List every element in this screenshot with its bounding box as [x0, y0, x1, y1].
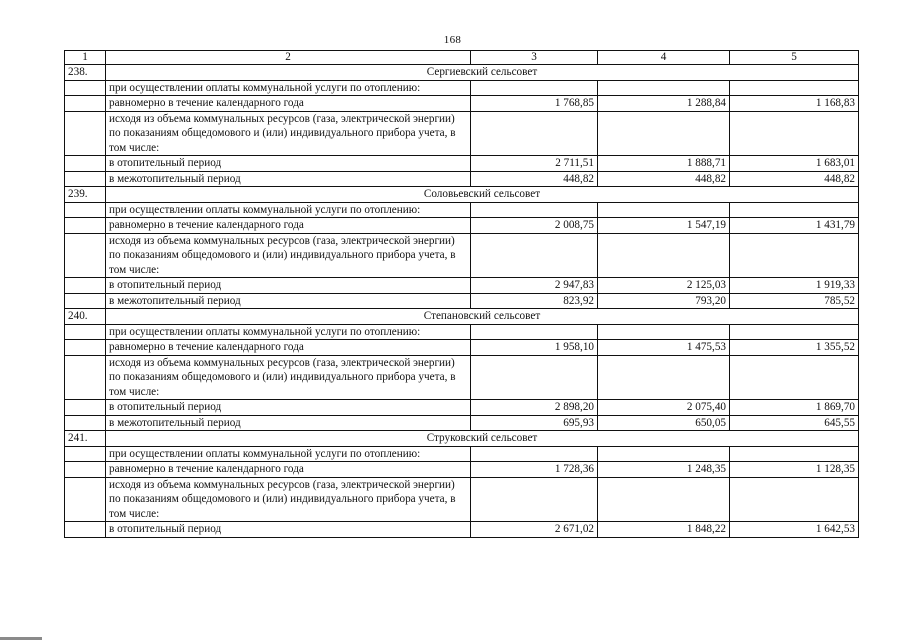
- row-description: в межотопительный период: [106, 171, 471, 187]
- column-header: 5: [730, 51, 859, 65]
- value-cell-c4: [598, 202, 730, 218]
- table-row: [65, 233, 859, 278]
- value-cell-c3: [471, 355, 598, 400]
- value-cell-c5: [730, 233, 859, 278]
- row-description: в межотопительный период: [106, 293, 471, 309]
- column-header: 4: [598, 51, 730, 65]
- value-cell-c5: [730, 111, 859, 156]
- value-cell-c5: [730, 202, 859, 218]
- row-description: равномерно в течение календарного года: [106, 96, 471, 112]
- empty-number-cell: [65, 340, 106, 356]
- value-cell-c4: 2 075,40: [598, 400, 730, 416]
- value-cell-c4: 448,82: [598, 171, 730, 187]
- value-cell-c4: 1 547,19: [598, 218, 730, 234]
- value-cell-c3: [471, 477, 598, 522]
- table-row: [65, 415, 859, 431]
- table-row: [65, 462, 859, 478]
- empty-number-cell: [65, 156, 106, 172]
- value-cell-c3: 2 898,20: [471, 400, 598, 416]
- value-cell-c5: 1 683,01: [730, 156, 859, 172]
- table-row: [65, 80, 859, 96]
- value-cell-c5: [730, 355, 859, 400]
- value-cell-c4: 1 475,53: [598, 340, 730, 356]
- column-header: 3: [471, 51, 598, 65]
- value-cell-c3: 1 958,10: [471, 340, 598, 356]
- value-cell-c5: 1 355,52: [730, 340, 859, 356]
- value-cell-c3: [471, 324, 598, 340]
- column-header: 1: [65, 51, 106, 65]
- empty-number-cell: [65, 324, 106, 340]
- value-cell-c4: [598, 80, 730, 96]
- value-cell-c5: 1 168,83: [730, 96, 859, 112]
- table-row: [65, 278, 859, 294]
- section-number: 240.: [65, 309, 106, 325]
- value-cell-c3: 695,93: [471, 415, 598, 431]
- value-cell-c4: [598, 477, 730, 522]
- section-title: Сергиевский сельсовет: [106, 65, 859, 81]
- value-cell-c5: 1 919,33: [730, 278, 859, 294]
- row-description: при осуществлении оплаты коммунальной услуги по отоплению:: [106, 80, 471, 96]
- value-cell-c3: [471, 233, 598, 278]
- tariff-table: [64, 50, 859, 538]
- table-row: [65, 156, 859, 172]
- table-row: [65, 446, 859, 462]
- empty-number-cell: [65, 355, 106, 400]
- value-cell-c4: [598, 446, 730, 462]
- row-description: исходя из объема коммунальных ресурсов (газа, электрической энергии) по показаниям общедомового и (или) индивидуального прибора учета, в том числе:: [106, 355, 471, 400]
- section-header-row: [65, 309, 859, 325]
- empty-number-cell: [65, 522, 106, 538]
- row-description: равномерно в течение календарного года: [106, 340, 471, 356]
- section-title: Соловьевский сельсовет: [106, 187, 859, 203]
- row-description: при осуществлении оплаты коммунальной услуги по отоплению:: [106, 324, 471, 340]
- value-cell-c4: 650,05: [598, 415, 730, 431]
- row-description: исходя из объема коммунальных ресурсов (газа, электрической энергии) по показаниям общедомового и (или) индивидуального прибора учета, в том числе:: [106, 111, 471, 156]
- row-description: исходя из объема коммунальных ресурсов (газа, электрической энергии) по показаниям общедомового и (или) индивидуального прибора учета, в том числе:: [106, 233, 471, 278]
- row-description: в отопительный период: [106, 156, 471, 172]
- value-cell-c5: 645,55: [730, 415, 859, 431]
- table-row: [65, 477, 859, 522]
- row-description: в отопительный период: [106, 400, 471, 416]
- value-cell-c5: 1 642,53: [730, 522, 859, 538]
- value-cell-c3: 2 947,83: [471, 278, 598, 294]
- section-header-row: [65, 65, 859, 81]
- value-cell-c4: [598, 324, 730, 340]
- empty-number-cell: [65, 462, 106, 478]
- row-description: в отопительный период: [106, 522, 471, 538]
- section-number: 238.: [65, 65, 106, 81]
- value-cell-c4: 1 288,84: [598, 96, 730, 112]
- value-cell-c3: [471, 446, 598, 462]
- table-row: [65, 293, 859, 309]
- value-cell-c4: 1 848,22: [598, 522, 730, 538]
- row-description: равномерно в течение календарного года: [106, 462, 471, 478]
- value-cell-c5: [730, 446, 859, 462]
- empty-number-cell: [65, 80, 106, 96]
- value-cell-c5: 1 431,79: [730, 218, 859, 234]
- value-cell-c4: 1 888,71: [598, 156, 730, 172]
- value-cell-c4: [598, 355, 730, 400]
- value-cell-c3: [471, 111, 598, 156]
- value-cell-c3: 1 728,36: [471, 462, 598, 478]
- empty-number-cell: [65, 202, 106, 218]
- value-cell-c4: 793,20: [598, 293, 730, 309]
- value-cell-c4: [598, 233, 730, 278]
- section-header-row: [65, 431, 859, 447]
- value-cell-c5: [730, 324, 859, 340]
- value-cell-c3: 823,92: [471, 293, 598, 309]
- value-cell-c5: 1 128,35: [730, 462, 859, 478]
- value-cell-c5: [730, 80, 859, 96]
- empty-number-cell: [65, 477, 106, 522]
- empty-number-cell: [65, 446, 106, 462]
- section-number: 241.: [65, 431, 106, 447]
- value-cell-c3: 448,82: [471, 171, 598, 187]
- value-cell-c3: 2 671,02: [471, 522, 598, 538]
- table-row: [65, 522, 859, 538]
- value-cell-c3: [471, 80, 598, 96]
- section-number: 239.: [65, 187, 106, 203]
- table-row: [65, 96, 859, 112]
- table-row: [65, 202, 859, 218]
- empty-number-cell: [65, 415, 106, 431]
- empty-number-cell: [65, 293, 106, 309]
- value-cell-c5: 785,52: [730, 293, 859, 309]
- empty-number-cell: [65, 400, 106, 416]
- table-row: [65, 218, 859, 234]
- row-description: равномерно в течение календарного года: [106, 218, 471, 234]
- row-description: в межотопительный период: [106, 415, 471, 431]
- value-cell-c3: 2 008,75: [471, 218, 598, 234]
- column-header-row: [65, 51, 859, 65]
- value-cell-c4: [598, 111, 730, 156]
- empty-number-cell: [65, 96, 106, 112]
- table-row: [65, 400, 859, 416]
- value-cell-c3: 2 711,51: [471, 156, 598, 172]
- value-cell-c5: [730, 477, 859, 522]
- value-cell-c4: 1 248,35: [598, 462, 730, 478]
- empty-number-cell: [65, 171, 106, 187]
- empty-number-cell: [65, 233, 106, 278]
- row-description: исходя из объема коммунальных ресурсов (газа, электрической энергии) по показаниям общедомового и (или) индивидуального прибора учета, в том числе:: [106, 477, 471, 522]
- table-row: [65, 355, 859, 400]
- row-description: в отопительный период: [106, 278, 471, 294]
- empty-number-cell: [65, 218, 106, 234]
- table-row: [65, 340, 859, 356]
- value-cell-c5: 1 869,70: [730, 400, 859, 416]
- row-description: при осуществлении оплаты коммунальной услуги по отоплению:: [106, 202, 471, 218]
- section-title: Степановский сельсовет: [106, 309, 859, 325]
- value-cell-c5: 448,82: [730, 171, 859, 187]
- page-number: 168: [443, 34, 462, 46]
- column-header: 2: [106, 51, 471, 65]
- table-row: [65, 111, 859, 156]
- value-cell-c3: [471, 202, 598, 218]
- table-row: [65, 324, 859, 340]
- empty-number-cell: [65, 111, 106, 156]
- value-cell-c4: 2 125,03: [598, 278, 730, 294]
- value-cell-c3: 1 768,85: [471, 96, 598, 112]
- empty-number-cell: [65, 278, 106, 294]
- row-description: при осуществлении оплаты коммунальной услуги по отоплению:: [106, 446, 471, 462]
- section-title: Струковский сельсовет: [106, 431, 859, 447]
- section-header-row: [65, 187, 859, 203]
- table-row: [65, 171, 859, 187]
